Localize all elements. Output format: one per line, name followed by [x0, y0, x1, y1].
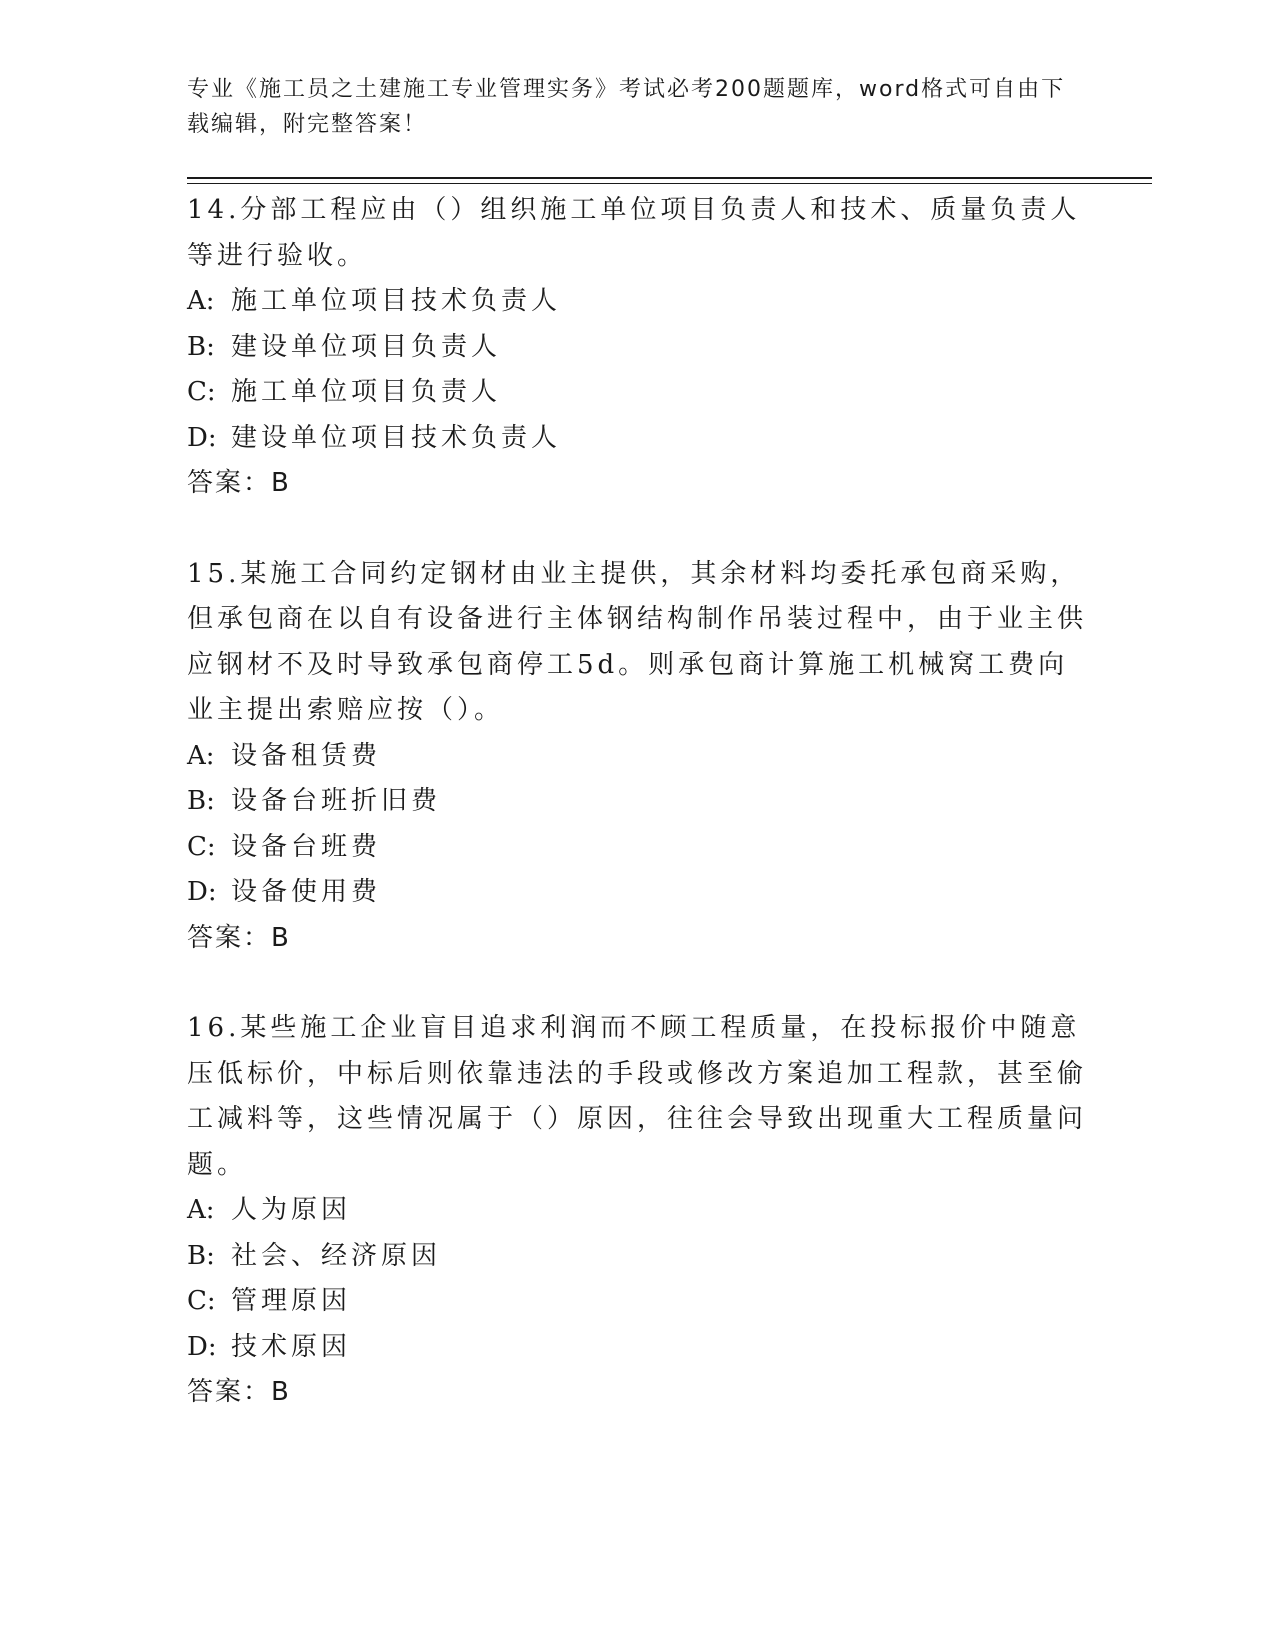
option-text: 设备使用费 [231, 877, 382, 907]
option-letter: C: [187, 1286, 216, 1316]
question-16 [187, 1006, 1087, 1416]
option-text: 施工单位项目负责人 [231, 377, 502, 407]
option-a [187, 1188, 1087, 1234]
option-text: 技术原因 [231, 1331, 352, 1362]
option-c [187, 825, 1087, 871]
question-list [187, 188, 1087, 1461]
answer-line: 答案：B [187, 468, 291, 498]
question-stem: 15.某施工合同约定钢材由业主提供，其余材料均委托承包商采购，但承包商在以自有设备进行主体钢结构制作吊装过程中，由于业主供应钢材不及时导致承包商停工5d。则承包商计算施工机械窝工费向业主提出索赔应按（）。 [187, 558, 1088, 725]
document-header: 专业《施工员之土建施工专业管理实务》考试必考200题题库，word格式可自由下载编辑，附完整答案！ [187, 77, 1066, 137]
option-a [187, 279, 1087, 325]
option-text: 建设单位项目负责人 [231, 331, 502, 362]
option-letter: A: [187, 740, 215, 771]
question-stem: 16.某些施工企业盲目追求利润而不顾工程质量，在投标报价中随意压低标价，中标后则依靠违法的手段或修改方案追加工程款，甚至偷工减料等，这些情况属于（）原因，往往会导致出现重大工程质量问题。 [187, 1013, 1088, 1180]
question-stem: 14.分部工程应由（）组织施工单位项目负责人和技术、质量负责人等进行验收。 [187, 195, 1081, 271]
option-d [187, 870, 1087, 916]
option-letter: C: [187, 831, 216, 862]
option-c [187, 370, 1087, 416]
answer-line: 答案：B [187, 922, 291, 953]
option-text: 设备租赁费 [231, 740, 382, 771]
option-letter: D: [187, 1331, 217, 1362]
option-letter: A: [187, 1195, 215, 1225]
option-a [187, 734, 1087, 780]
option-text: 社会、经济原因 [231, 1240, 442, 1271]
option-text: 设备台班费 [231, 831, 382, 862]
question-15 [187, 552, 1087, 962]
option-text: 管理原因 [231, 1286, 352, 1316]
option-d [187, 416, 1087, 462]
option-b [187, 325, 1087, 371]
option-letter: D: [187, 877, 217, 907]
option-text: 施工单位项目技术负责人 [231, 286, 562, 316]
option-letter: B: [187, 1240, 215, 1271]
option-letter: D: [187, 422, 217, 453]
option-letter: C: [187, 377, 216, 407]
question-14 [187, 188, 1087, 507]
option-text: 人为原因 [231, 1195, 352, 1225]
option-d [187, 1325, 1087, 1371]
option-b [187, 779, 1087, 825]
header-rule-thick [187, 177, 1152, 179]
option-letter: A: [187, 286, 215, 316]
option-text: 建设单位项目技术负责人 [231, 422, 562, 453]
option-text: 设备台班折旧费 [231, 786, 442, 816]
header-rule-thin [187, 183, 1152, 184]
option-letter: B: [187, 331, 215, 362]
option-c [187, 1279, 1087, 1325]
option-b [187, 1234, 1087, 1280]
answer-line: 答案：B [187, 1377, 291, 1407]
option-letter: B: [187, 786, 215, 816]
